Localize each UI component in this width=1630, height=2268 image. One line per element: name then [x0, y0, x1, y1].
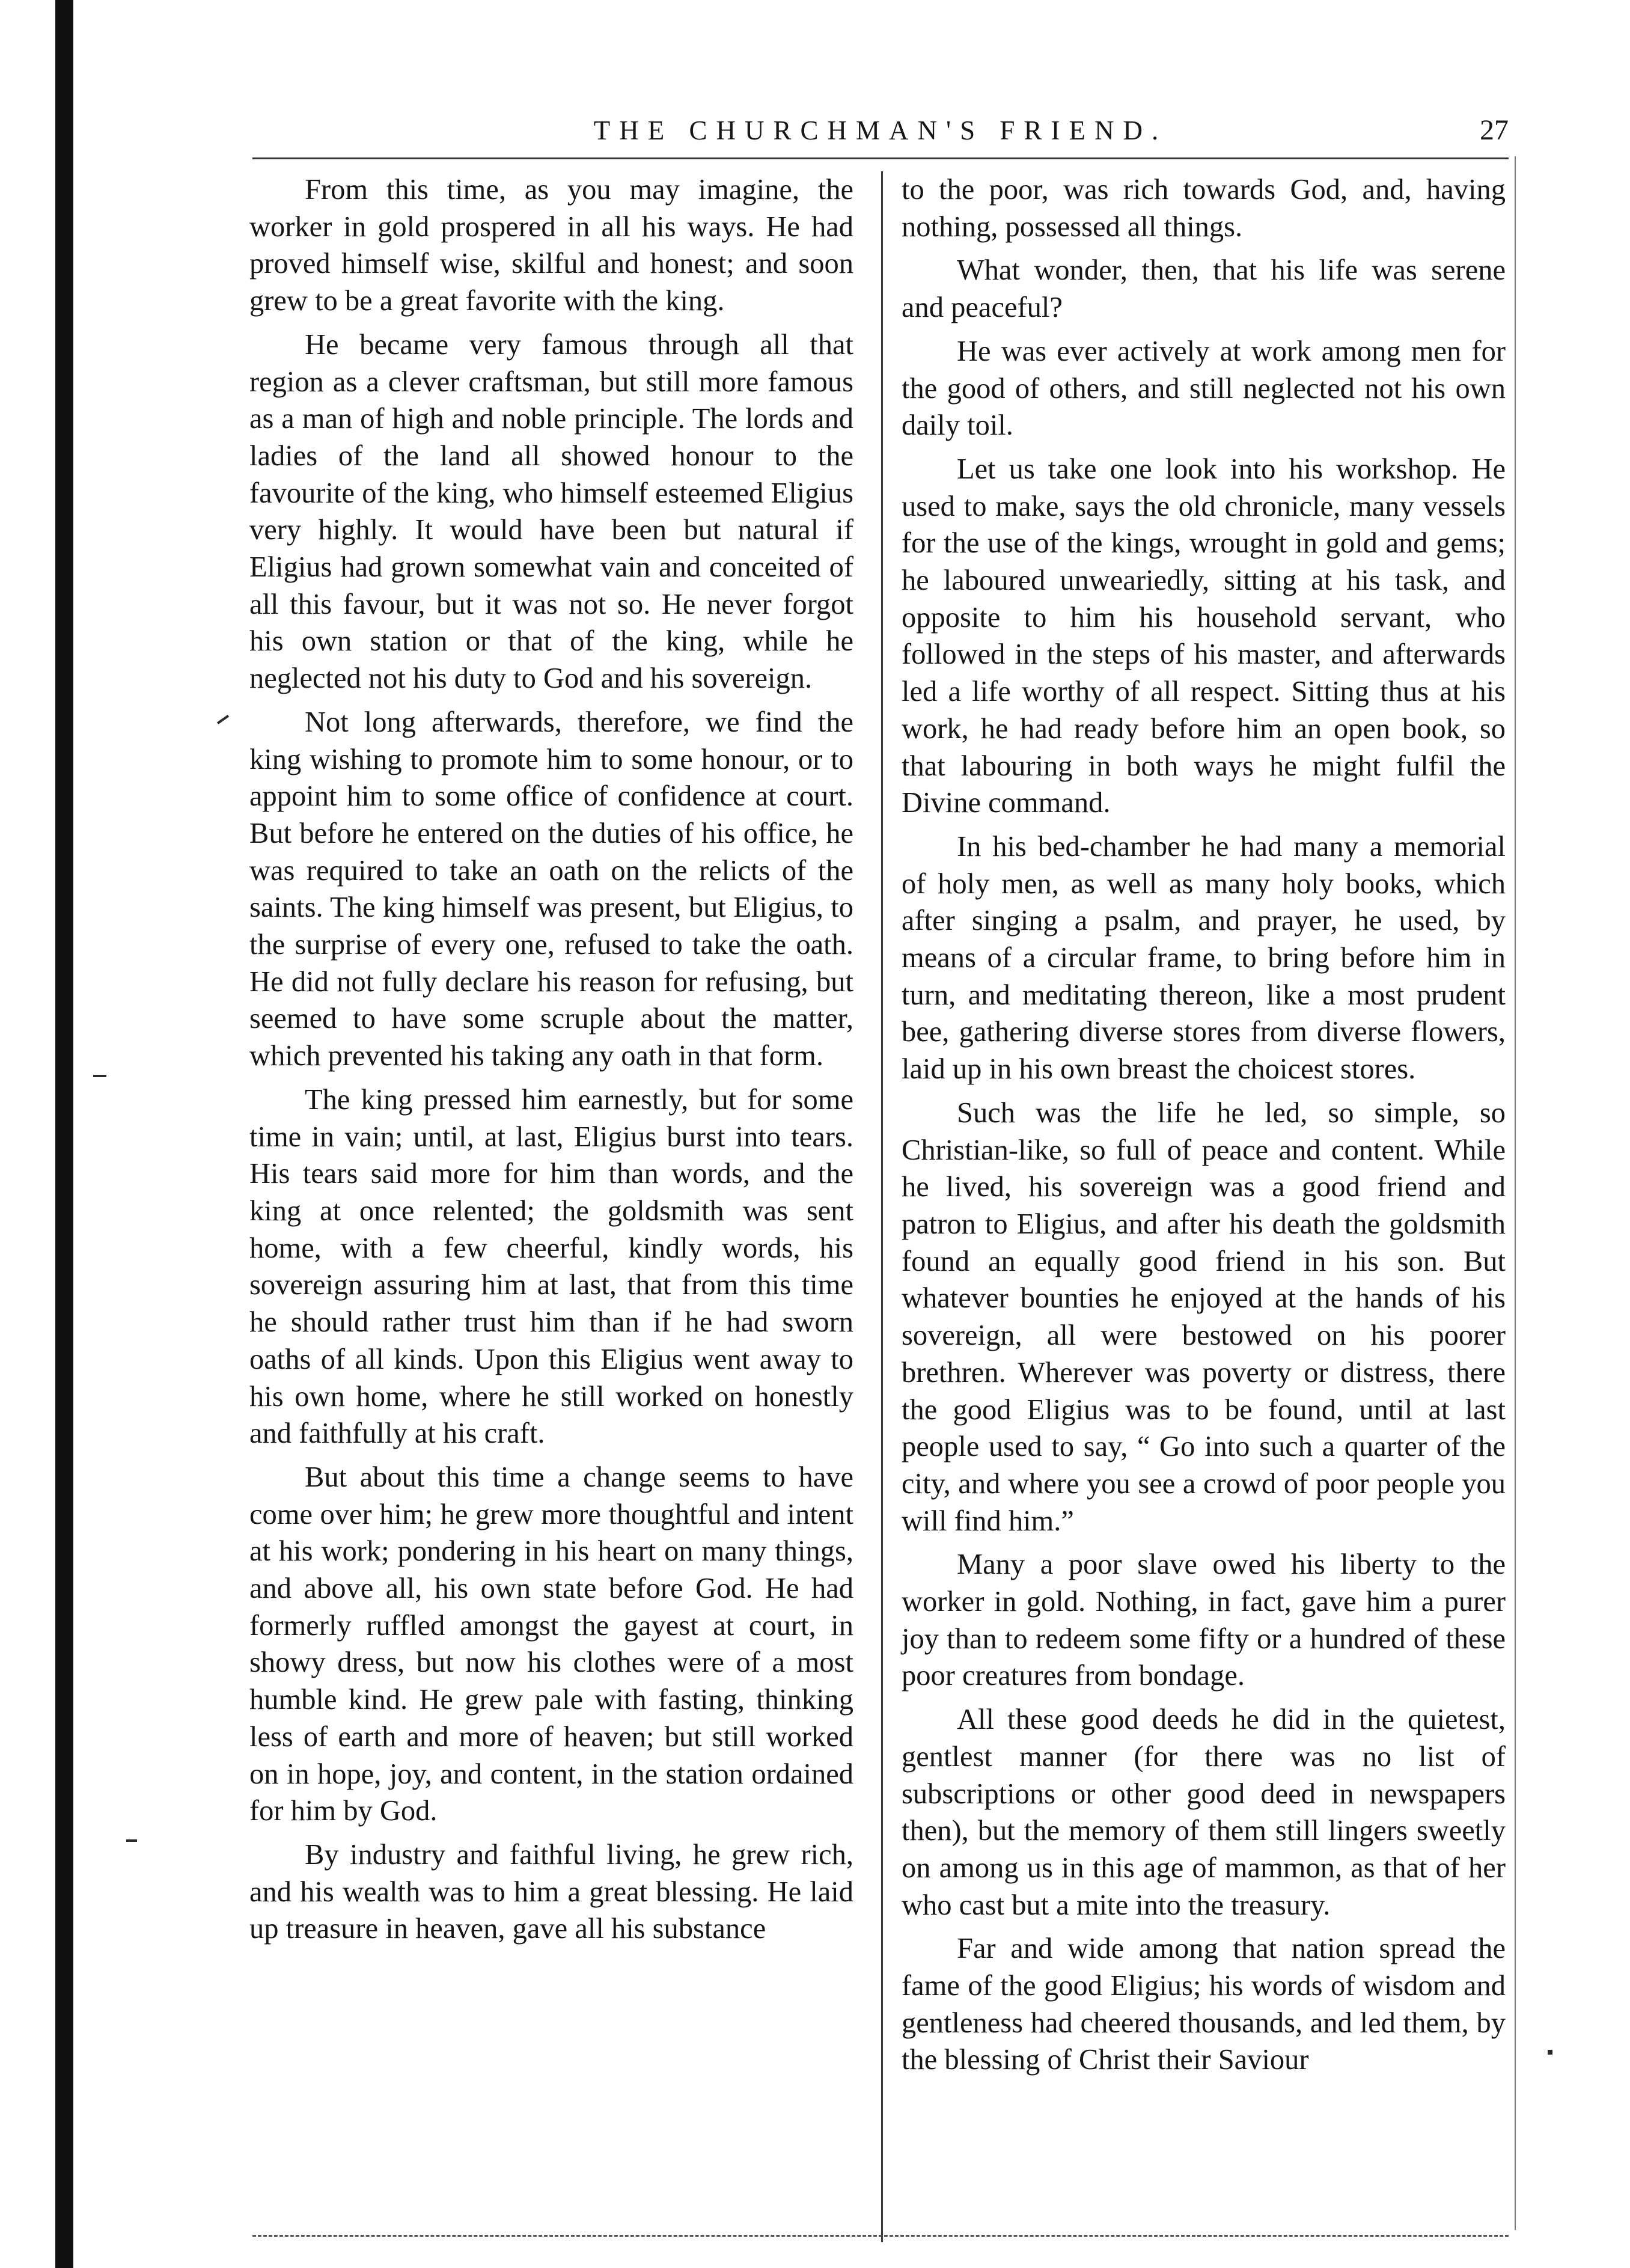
paragraph: All these good deeds he did in the quietest, gentlest manner (for there was no list of subscriptions or other good deed in newspapers then), but the memory of them still lingers sweetly on among us in this age of mammon, as that of her who cast but a mite into the treasury.	[902, 1704, 1506, 1921]
paragraph: In his bed-chamber he had many a memorial of holy men, as well as many holy books, which after singing a psalm, and prayer, he used, by means of a circular frame, to bring before him in turn, and meditating thereon, like a most prudent bee, gathering diverse stores from diverse flowers, laid up in his own breast the choicest stores.	[902, 830, 1506, 1086]
paragraph: Many a poor slave owed his liberty to the worker in gold. Nothing, in fact, gave him a purer joy than to redeem some fifty or a hundred of these poor creatures from bondage.	[902, 1548, 1506, 1692]
footer-rule	[252, 2235, 1509, 2240]
scan-speck	[1548, 2050, 1552, 2055]
paragraph-continuation: to the poor, was rich towards God, and, having nothing, possessed all things.	[902, 174, 1506, 243]
paragraph: Far and wide among that nation spread the fame of the good Eligius; his words of wisdom and gentleness had cheered thousands, and led them, by the blessing of Christ their Saviour	[902, 1933, 1506, 2076]
paragraph: Such was the life he led, so simple, so Christian-like, so full of peace and content. While he lived, his sovereign was a good friend and patron to Eligius, and after his death the goldsmith found an equally good friend in his son. But whatever bounties he enjoyed at the hands of his sovereign, all were bestowed on his poorer brethren. Wherever was poverty or distress, there the good Eligius was to be found, until at last people used to say, “ Go into such a quarter of the city, and where you see a crowd of poor people you will find him.”	[902, 1096, 1506, 1537]
paragraph: From this time, as you may imagine, the worker in gold prospered in all his ways. He had proved himself wise, skilful and honest; and soon grew to be a great favorite with the king.	[249, 174, 853, 317]
paragraph: Not long afterwards, therefore, we find the king wishing to promote him to some honour, or to appoint him to some office of confidence at court. But before he entered on the duties of his office, he was required to take an oath on the relicts of the saints. The king himself was present, but Eligius, to the surprise of every one, refused to take the oath. He did not fully declare his reason for refusing, but seemed to have some scruple about the matter, which prevented his taking any oath in that form.	[249, 706, 853, 1072]
paragraph: Let us take one look into his workshop. He used to make, says the old chronicle, many vessels for the use of the kings, wrought in gold and gems; he laboured unweariedly, sitting at his task, and opposite to him his household servant, who followed in the steps of his master, and afterwards led a life worthy of all respect. Sitting thus at his work, he had ready before him an open book, so that labouring in both ways he might fulfil the Divine command.	[902, 453, 1506, 819]
page-number: 27	[1480, 114, 1509, 146]
paragraph: He became very famous through all that region as a clever craftsman, but still more famous as a man of high and noble principle. The lords and ladies of the land all showed honour to the favourite of the king, who himself esteemed Eligius very highly. It would have been but natural if Eligius had grown somewhat vain and conceited of all this favour, but it was not so. He never forgot his own station or that of the king, while he neglected not his duty to God and his sovereign.	[249, 328, 853, 695]
left-column	[249, 171, 853, 1954]
running-title: THE CHURCHMAN'S FRIEND.	[593, 115, 1168, 145]
paragraph: What wonder, then, that his life was serene and peaceful?	[902, 254, 1506, 324]
header-rule	[252, 157, 1509, 159]
right-column	[902, 171, 1506, 2085]
right-edge-rule	[1515, 156, 1516, 2230]
paragraph: But about this time a change seems to have come over him; he grew more thoughtful and intent at his work; pondering in his heart on many things, and above all, his own state before God. He had formerly ruffled amongst the gayest at court, in showy dress, but now his clothes were of a most humble kind. He grew pale with fasting, thinking less of earth and more of heaven; but still worked on in hope, joy, and content, in the station ordained for him by God.	[249, 1461, 853, 1827]
paragraph: By industry and faithful living, he grew rich, and his wealth was to him a great blessing. He laid up treasure in heaven, gave all his substance	[249, 1838, 853, 1945]
paragraph: The king pressed him earnestly, but for some time in vain; until, at last, Eligius burst into tears. His tears said more for him than words, and the king at once relented; the goldsmith was sent home, with a few cheerful, kindly words, his sovereign assuring him at last, that from this time he should rather trust him than if he had sworn oaths of all kinds. Upon this Eligius went away to his own home, where he still worked on honestly and faithfully at his craft.	[249, 1083, 853, 1450]
binding-edge	[55, 0, 73, 2268]
scan-speck	[126, 1839, 137, 1842]
running-header	[252, 109, 1509, 151]
paragraph: He was ever actively at work among men for the good of others, and still neglected not his own daily toil.	[902, 335, 1506, 442]
scan-speck	[93, 1075, 106, 1077]
column-rule	[881, 171, 883, 2242]
scan-speck	[217, 715, 229, 724]
